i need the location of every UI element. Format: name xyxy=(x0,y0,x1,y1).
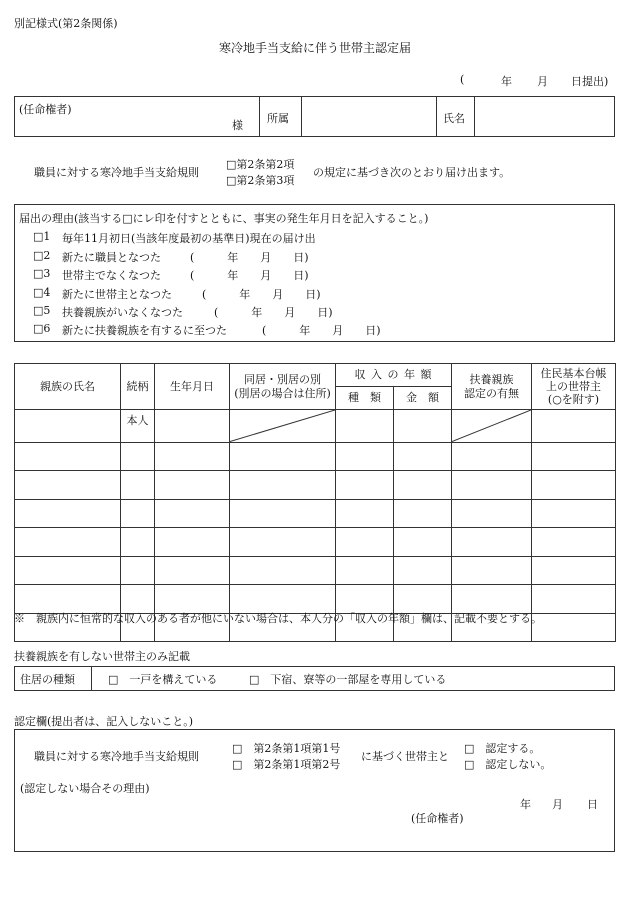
cell-income-amount[interactable] xyxy=(394,471,452,500)
cell-birthdate[interactable] xyxy=(155,585,230,614)
cell-income-amount[interactable] xyxy=(394,499,452,528)
reason-text-1: 毎年11月初日(当該年度最初の基準日)現在の届け出 xyxy=(62,232,316,245)
cell-living[interactable] xyxy=(230,442,336,471)
cell-birthdate[interactable] xyxy=(155,471,230,500)
cell-resident[interactable] xyxy=(532,499,616,528)
col-header-resident-line2: 上の世帯主 xyxy=(546,380,601,393)
reason-checkbox-2[interactable]: □2 xyxy=(33,249,51,262)
date-month-label: 月 xyxy=(537,75,548,88)
regulation-suffix: の規定に基づき次のとおり届け出ます。 xyxy=(313,166,511,179)
certification-rule-prefix: 職員に対する寒冷地手当支給規則 xyxy=(34,750,199,763)
cell-living[interactable] xyxy=(230,528,336,557)
decision-not-certify[interactable]: □ 認定しない。 xyxy=(464,758,552,771)
certification-based-on: に基づく世帯主と xyxy=(361,750,449,763)
table-row xyxy=(15,471,616,500)
cell-name[interactable] xyxy=(15,528,121,557)
cell-name[interactable] xyxy=(15,499,121,528)
reason-date-4[interactable]: ( 年 月 日) xyxy=(202,288,321,301)
col-header-dependent-line1: 扶養親族 xyxy=(469,372,514,386)
cell-income-type[interactable] xyxy=(336,471,394,500)
sama-label: 様 xyxy=(232,119,243,132)
table-row xyxy=(15,499,616,528)
cell-income-type[interactable] xyxy=(336,528,394,557)
cell-living[interactable] xyxy=(230,499,336,528)
cell-dependent[interactable] xyxy=(452,556,532,585)
cell-income-amount[interactable] xyxy=(394,556,452,585)
cell-income-amount[interactable] xyxy=(394,410,452,443)
reason-date-5[interactable]: ( 年 月 日) xyxy=(214,306,333,319)
col-header-income-amount: 金 額 xyxy=(394,387,452,410)
cell-resident[interactable] xyxy=(532,613,616,642)
non-certify-reason-label: (認定しない場合その理由) xyxy=(20,782,150,795)
col-header-income: 収 入 の 年 額 xyxy=(336,364,452,387)
reason-date-2[interactable]: ( 年 月 日) xyxy=(190,251,309,264)
housing-label: 住居の種類 xyxy=(20,673,75,686)
department-field[interactable] xyxy=(305,100,433,133)
col-header-dependent xyxy=(452,364,532,410)
department-label: 所属 xyxy=(267,112,289,125)
col-header-resident-line1: 住民基本台帳 xyxy=(540,367,607,380)
reason-checkbox-6[interactable]: □6 xyxy=(33,322,51,335)
cell-income-amount[interactable] xyxy=(394,585,452,614)
cell-income-amount[interactable] xyxy=(394,528,452,557)
table-row xyxy=(15,442,616,471)
col-header-income-type: 種 類 xyxy=(336,387,394,410)
cell-dependent[interactable] xyxy=(452,585,532,614)
cell-income-type[interactable] xyxy=(336,410,394,443)
reason-checkbox-1[interactable]: □1 xyxy=(33,230,51,243)
table-row xyxy=(15,556,616,585)
cell-resident[interactable] xyxy=(532,410,616,443)
name-label: 氏名 xyxy=(443,112,465,125)
certification-heading: 認定欄(提出者は、記入しないこと。) xyxy=(14,715,194,728)
reason-text-4: 新たに世帯主となつた xyxy=(62,288,172,301)
regulation-option-2-2[interactable]: □第2条第2項 xyxy=(226,158,295,171)
cert-year-label: 年 xyxy=(520,798,531,811)
regulation-option-2-3[interactable]: □第2条第3項 xyxy=(226,174,295,187)
cell-income-type[interactable] xyxy=(336,585,394,614)
cell-name[interactable] xyxy=(15,442,121,471)
cell-name[interactable] xyxy=(15,471,121,500)
cell-resident[interactable] xyxy=(532,442,616,471)
page-title: 寒冷地手当支給に伴う世帯主認定届 xyxy=(219,41,412,55)
reason-text-2: 新たに職員となつた xyxy=(62,251,161,264)
reason-text-3: 世帯主でなくなつた xyxy=(62,269,161,282)
reason-checkbox-4[interactable]: □4 xyxy=(33,286,51,299)
date-year-label: 年 xyxy=(501,75,512,88)
cell-relation-self: 本人 xyxy=(121,410,155,443)
relatives-table xyxy=(14,363,616,642)
regulation-prefix: 職員に対する寒冷地手当支給規則 xyxy=(34,166,199,179)
cell-dependent[interactable] xyxy=(452,471,532,500)
cell-income-type[interactable] xyxy=(336,556,394,585)
cell-relation[interactable] xyxy=(121,528,155,557)
cell-resident[interactable] xyxy=(532,585,616,614)
cell-name[interactable] xyxy=(15,410,121,443)
reason-date-3[interactable]: ( 年 月 日) xyxy=(190,269,309,282)
cell-dependent[interactable] xyxy=(452,499,532,528)
cell-relation[interactable] xyxy=(121,442,155,471)
cell-dependent[interactable] xyxy=(452,442,532,471)
col-header-birthdate: 生年月日 xyxy=(155,364,230,410)
col-header-living xyxy=(230,364,336,410)
cell-name[interactable] xyxy=(15,556,121,585)
cell-resident[interactable] xyxy=(532,556,616,585)
cell-name[interactable] xyxy=(15,585,121,614)
reasons-heading: 届出の理由(該当する□にレ印を付すとともに、事実の発生年月日を記入すること。) xyxy=(19,212,429,225)
col-header-living-line1: 同居・別居の別 xyxy=(244,372,321,386)
table-note: ※ 親族内に恒常的な収入のある者が他にいない場合は、本人分の「収入の年額」欄は、記載不要とする。 xyxy=(14,612,542,625)
cell-resident[interactable] xyxy=(532,471,616,500)
col-header-name: 親族の氏名 xyxy=(15,364,121,410)
housing-option-house[interactable]: □ 一戸を構えている xyxy=(108,673,218,686)
cell-relation[interactable] xyxy=(121,556,155,585)
col-header-resident-line3: (○を附す) xyxy=(547,393,600,406)
cell-living-diagonal xyxy=(230,410,336,443)
cell-income-type[interactable] xyxy=(336,499,394,528)
col-header-dependent-line2: 認定の有無 xyxy=(464,386,519,400)
col-header-resident xyxy=(532,364,616,410)
cell-living[interactable] xyxy=(230,471,336,500)
reason-date-6[interactable]: ( 年 月 日) xyxy=(262,324,381,337)
cert-month-label: 月 xyxy=(552,798,563,811)
cell-living[interactable] xyxy=(230,556,336,585)
table-row xyxy=(15,410,616,443)
cell-birthdate[interactable] xyxy=(155,442,230,471)
cell-birthdate[interactable] xyxy=(155,556,230,585)
cell-relation[interactable] xyxy=(121,471,155,500)
cell-income-amount[interactable] xyxy=(394,442,452,471)
form-id: 別記様式(第2条関係) xyxy=(14,17,118,30)
cell-relation[interactable] xyxy=(121,585,155,614)
article-option-2[interactable]: □ 第2条第1項第2号 xyxy=(232,758,341,771)
cell-dependent[interactable] xyxy=(452,528,532,557)
reason-text-5: 扶養親族がいなくなつた xyxy=(62,306,183,319)
name-field[interactable] xyxy=(478,100,611,133)
table-row xyxy=(15,528,616,557)
reason-checkbox-5[interactable]: □5 xyxy=(33,304,51,317)
cert-appointer-label: (任命権者) xyxy=(411,812,464,825)
date-day-label: 日提出) xyxy=(571,75,609,88)
col-header-relation: 続柄 xyxy=(121,364,155,410)
cell-dependent-diagonal xyxy=(452,410,532,443)
cell-birthdate[interactable] xyxy=(155,499,230,528)
cell-relation[interactable] xyxy=(121,499,155,528)
housing-option-room[interactable]: □ 下宿、寮等の一部屋を専用している xyxy=(249,673,447,686)
cell-resident[interactable] xyxy=(532,528,616,557)
table-row xyxy=(15,585,616,614)
cell-birthdate[interactable] xyxy=(155,410,230,443)
col-header-living-line2: (別居の場合は住所) xyxy=(234,386,331,400)
article-option-1[interactable]: □ 第2条第1項第1号 xyxy=(232,742,341,755)
cell-birthdate[interactable] xyxy=(155,528,230,557)
housing-heading: 扶養親族を有しない世帯主のみ記載 xyxy=(14,650,190,663)
reason-checkbox-3[interactable]: □3 xyxy=(33,267,51,280)
cell-living[interactable] xyxy=(230,585,336,614)
cert-day-label: 日 xyxy=(587,798,598,811)
date-open-paren: ( xyxy=(460,73,465,86)
cell-income-type[interactable] xyxy=(336,442,394,471)
decision-certify[interactable]: □ 認定する。 xyxy=(464,742,541,755)
appointer-label: (任命権者) xyxy=(19,103,72,116)
reason-text-6: 新たに扶養親族を有するに至つた xyxy=(62,324,227,337)
